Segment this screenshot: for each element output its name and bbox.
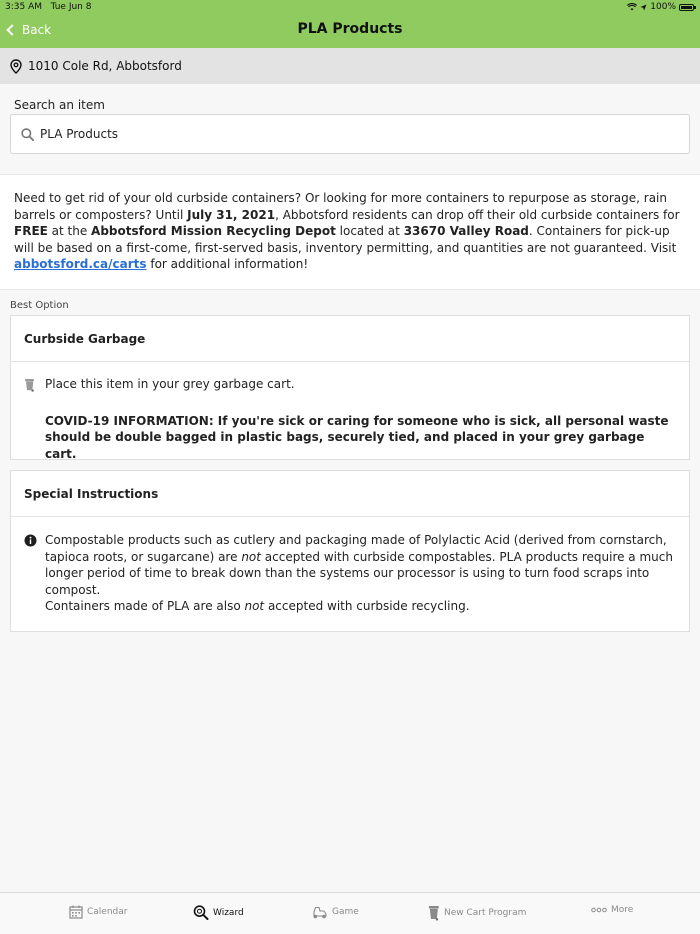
tab-game[interactable] xyxy=(311,905,359,919)
search-box[interactable] xyxy=(10,114,690,154)
calendar-icon xyxy=(69,905,83,919)
game-icon xyxy=(311,905,328,919)
tab-wizard[interactable] xyxy=(193,905,244,920)
tab-calendar[interactable] xyxy=(69,905,127,919)
curbside-garbage-card xyxy=(10,315,690,460)
address-bar[interactable] xyxy=(0,48,700,84)
tab-label: Game xyxy=(332,907,359,917)
magnifier-icon xyxy=(193,905,209,920)
search-icon xyxy=(21,128,34,141)
page-title: PLA Products xyxy=(297,21,403,37)
search-label: Search an item xyxy=(14,98,105,112)
covid-information: COVID-19 INFORMATION: If you're sick or caring for someone who is sick, all personal waste should be double bagged in plastic bags, securely tied, and placed in your grey garbage cart. xyxy=(45,413,669,461)
nav-bar xyxy=(0,14,700,48)
carts-link[interactable]: abbotsford.ca/carts xyxy=(14,257,147,272)
tab-label: Wizard xyxy=(213,907,244,918)
status-time: 3:35 AM Tue Jun 8 xyxy=(5,2,92,12)
special-instructions-text: Compostable products such as cutlery and packaging made of Polylactic Acid (derived from cornstarch, tapioca roots, or sugarcane) are not accepted with curbside compostables. PLA products require a much longer period of time to break down than the systems our processor is using to turn food scraps into compost. Containers made of PLA are also not accepted with curbside recycling. xyxy=(45,533,673,614)
tab-label: New Cart Program xyxy=(444,908,527,918)
battery-icon xyxy=(679,4,694,11)
address-text: 1010 Cole Rd, Abbotsford xyxy=(28,59,182,73)
garbage-instruction: Place this item in your grey garbage cart. xyxy=(45,377,295,391)
garbage-cart-icon xyxy=(24,376,45,397)
special-instructions-card xyxy=(10,470,690,632)
location-pin-icon xyxy=(10,59,22,74)
status-bar xyxy=(0,0,700,14)
tab-label: Calendar xyxy=(87,907,128,917)
tab-bar xyxy=(0,892,700,934)
wifi-icon xyxy=(627,3,637,11)
curbside-container-notice: Need to get rid of your old curbside containers? Or looking for more containers to repurpose as storage, rain barrels or composters? Until July 31, 2021, Abbotsford residents can drop off their old curbside containers for FREE at the Abbotsford Mission Recycling Depot located at 33670 Valley Road. Containers for pick-up will be based on a first-come, first-served basis, inventory permitting, and quantities are not guaranteed. Visit abbotsford.ca/carts for additional information! xyxy=(0,174,700,290)
back-label: Back xyxy=(22,23,52,37)
tab-new-cart-program[interactable] xyxy=(428,905,526,921)
card-title: Curbside Garbage xyxy=(11,316,689,362)
best-option-label: Best Option xyxy=(10,300,69,311)
tab-label: More xyxy=(611,905,634,915)
card-title: Special Instructions xyxy=(11,471,689,517)
more-icon xyxy=(591,907,607,913)
battery-percent: 100% xyxy=(650,2,676,12)
search-input[interactable] xyxy=(40,127,640,141)
location-arrow-icon xyxy=(640,4,647,11)
tab-more[interactable] xyxy=(591,905,633,915)
cart-icon xyxy=(428,905,440,921)
info-icon xyxy=(24,532,45,615)
